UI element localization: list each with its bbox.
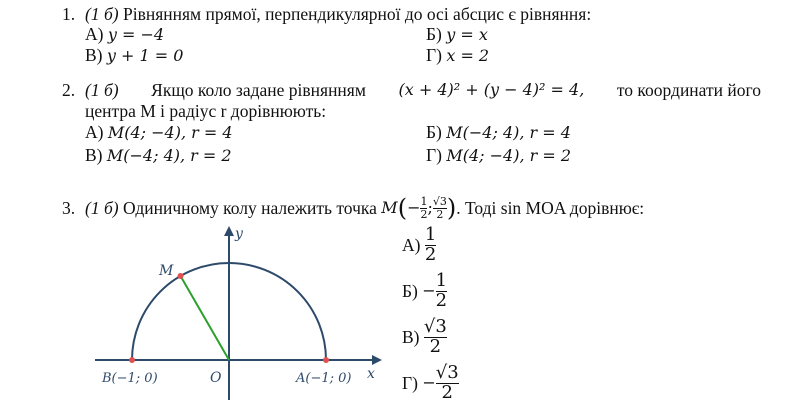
label-a: A(−1; 0) bbox=[296, 371, 352, 386]
left-paren: ( bbox=[397, 194, 408, 222]
option-label: В) bbox=[402, 327, 420, 347]
unit-circle-diagram bbox=[90, 222, 390, 402]
q2-text-b: то координати його bbox=[616, 80, 761, 100]
option-label: В) bbox=[85, 45, 103, 65]
option-fraction bbox=[423, 315, 447, 357]
q2-number: 2. bbox=[62, 80, 76, 100]
label-x: x bbox=[367, 366, 375, 382]
option-label: Г) bbox=[402, 373, 418, 393]
q3-separator: ; bbox=[427, 198, 433, 217]
denominator: 2 bbox=[433, 208, 447, 221]
q1-points: (1 б) bbox=[85, 4, 119, 24]
option-value: y + 1 = 0 bbox=[106, 46, 184, 65]
option-fraction bbox=[435, 269, 448, 311]
option-value: y = x bbox=[446, 25, 488, 44]
point-a bbox=[323, 357, 329, 363]
numerator: 1 bbox=[435, 269, 448, 291]
q3-option-c bbox=[402, 314, 447, 360]
numerator: √3 bbox=[435, 361, 459, 383]
option-value: y = −4 bbox=[107, 25, 165, 44]
option-label: Б) bbox=[426, 122, 442, 142]
label-m: M bbox=[159, 263, 174, 279]
q1-number: 1. bbox=[62, 4, 76, 24]
q2-text-a: Якщо коло задане рівнянням bbox=[151, 80, 366, 100]
segment-om bbox=[181, 276, 230, 360]
option-label: Г) bbox=[426, 145, 442, 165]
q2-option-b bbox=[426, 122, 571, 143]
option-fraction bbox=[435, 361, 459, 403]
option-label: Б) bbox=[402, 281, 418, 301]
option-label: А) bbox=[85, 24, 104, 44]
numerator: 1 bbox=[424, 223, 437, 245]
q2-equation: (x + 4)² + (y − 4)² = 4, bbox=[398, 80, 585, 99]
option-label: А) bbox=[402, 235, 421, 255]
point-b bbox=[129, 357, 135, 363]
q1-option-d bbox=[426, 45, 489, 66]
option-value: M(4; −4), r = 2 bbox=[446, 146, 572, 165]
denominator: 2 bbox=[420, 207, 428, 221]
denominator: 2 bbox=[424, 243, 437, 265]
label-o: O bbox=[210, 370, 222, 386]
q3-text-b: . Тоді sin MOA дорівнює: bbox=[456, 198, 645, 218]
x-axis-arrow-icon bbox=[372, 355, 382, 365]
option-sign: − bbox=[422, 373, 436, 392]
q2-points: (1 б) bbox=[85, 80, 119, 100]
numerator: √3 bbox=[423, 315, 447, 337]
option-value: M(−4; 4), r = 2 bbox=[106, 146, 232, 165]
q3-option-d bbox=[402, 360, 459, 406]
q1-option-c bbox=[85, 45, 183, 66]
numerator: 1 bbox=[420, 194, 428, 208]
label-b: B(−1; 0) bbox=[102, 371, 158, 386]
option-fraction bbox=[424, 223, 437, 265]
option-label: Г) bbox=[426, 45, 442, 65]
option-value: x = 2 bbox=[446, 46, 490, 65]
q2-option-d bbox=[426, 145, 571, 166]
denominator: 2 bbox=[436, 383, 459, 403]
q1-option-b bbox=[426, 24, 488, 45]
option-label: В) bbox=[85, 145, 103, 165]
q3-coord-x-sign: − bbox=[407, 198, 421, 217]
q1-line bbox=[85, 4, 591, 24]
label-y: y bbox=[235, 226, 243, 242]
option-label: Б) bbox=[426, 24, 442, 44]
q1-text: Рівнянням прямої, перпендикулярної до осі абсцис є рівняння: bbox=[122, 4, 592, 24]
point-m bbox=[178, 273, 184, 279]
q3-points: (1 б) bbox=[85, 198, 119, 218]
option-sign: − bbox=[422, 281, 436, 300]
q3-option-b bbox=[402, 268, 447, 314]
q3-coord-x bbox=[420, 196, 427, 220]
option-value: M(4; −4), r = 4 bbox=[107, 123, 233, 142]
q2-line1 bbox=[85, 80, 761, 100]
q3-number: 3. bbox=[62, 198, 76, 218]
right-paren: ) bbox=[446, 194, 457, 222]
y-axis-arrow-icon bbox=[224, 226, 234, 236]
q2-option-c bbox=[85, 145, 232, 166]
q3-point-name: M bbox=[381, 198, 398, 217]
q2-line2: центра M і радіус r дорівнюють: bbox=[85, 101, 327, 121]
option-value: M(−4; 4), r = 4 bbox=[446, 123, 571, 142]
numerator: √3 bbox=[432, 194, 447, 208]
option-label: А) bbox=[85, 122, 104, 142]
denominator: 2 bbox=[424, 337, 447, 357]
q3-coord-y bbox=[433, 196, 447, 220]
q3-line bbox=[85, 190, 644, 226]
q3-text-a: Одиничному колу належить точка bbox=[122, 198, 377, 218]
q2-option-a bbox=[85, 122, 233, 143]
denominator: 2 bbox=[435, 289, 448, 311]
q1-option-a bbox=[85, 24, 164, 45]
q3-option-a bbox=[402, 222, 436, 268]
